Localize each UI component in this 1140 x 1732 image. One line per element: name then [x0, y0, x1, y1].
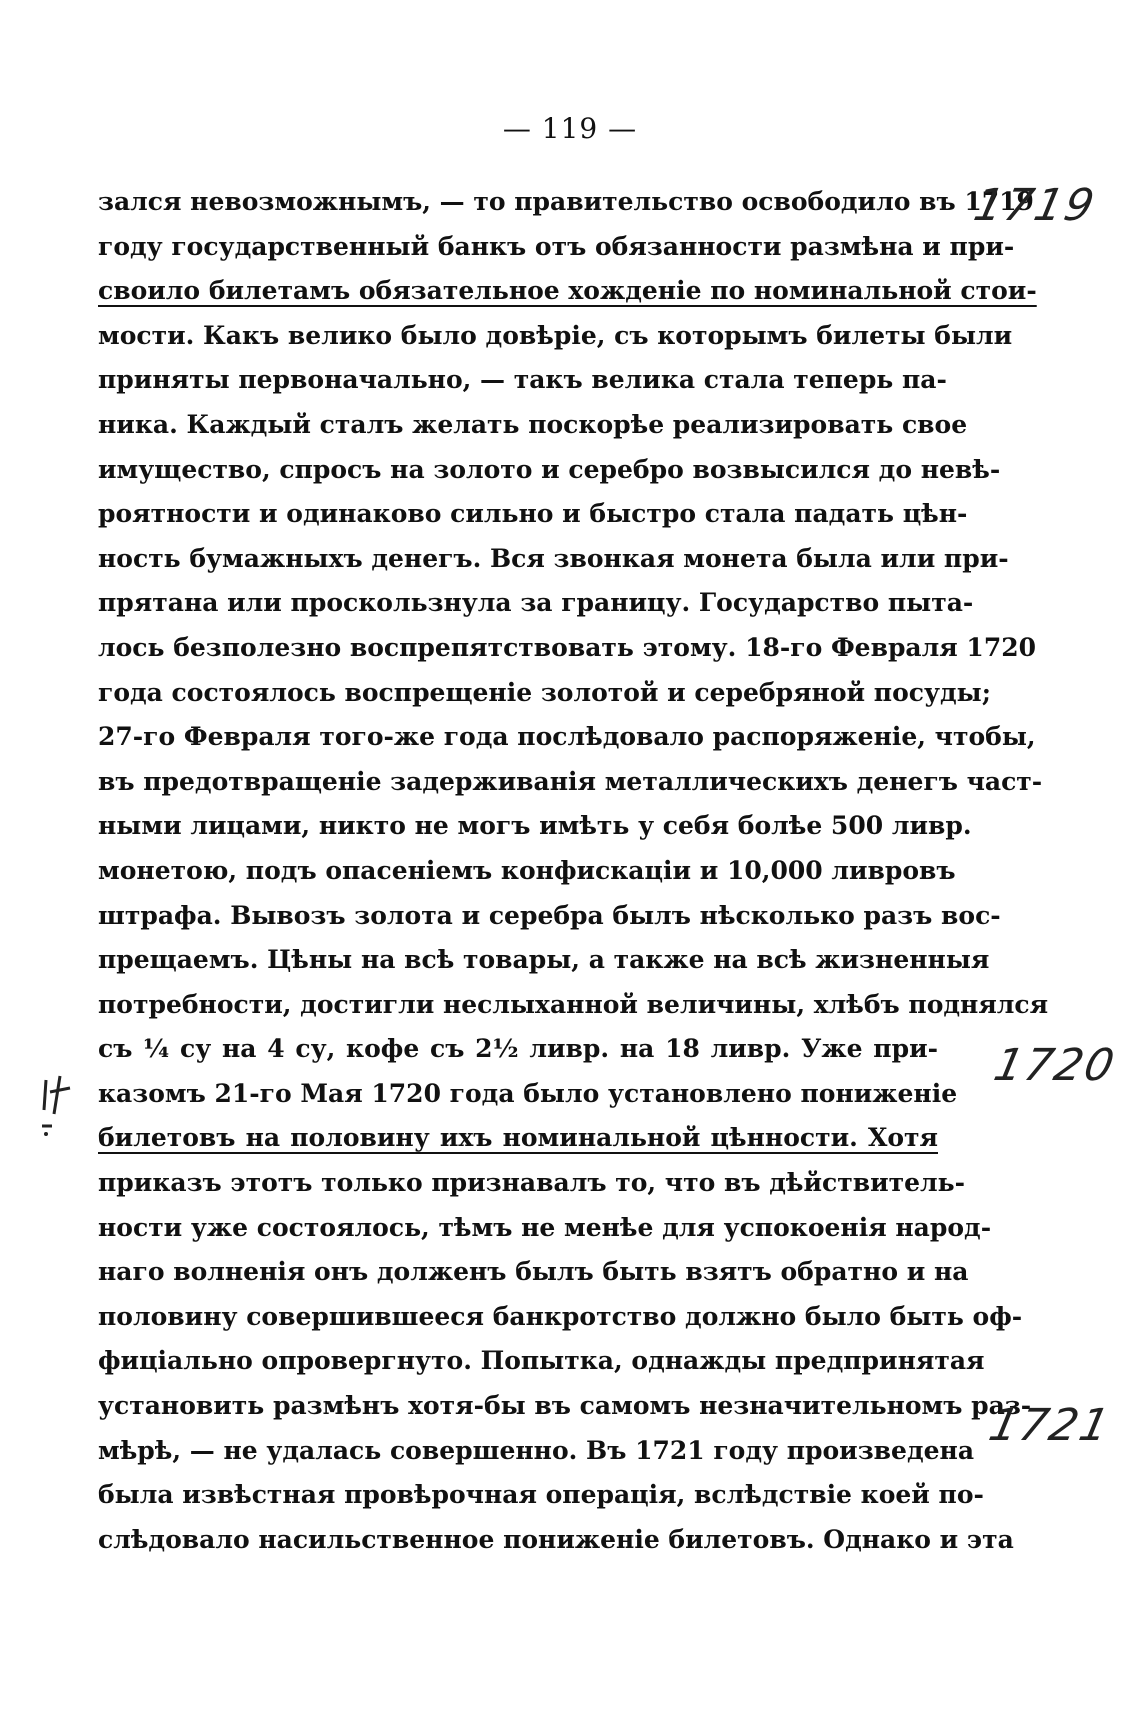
- pencil-dot: [44, 1132, 48, 1136]
- text-line-31: слѣдовало насильственное пониженіе билетовъ. Однако и эта: [98, 1524, 1014, 1554]
- text-line-24: ности уже состоялось, тѣмъ не менѣе для успокоенія народ-: [98, 1212, 992, 1242]
- text-line-8: роятности и одинаково сильно и быстро стала падать цѣн-: [98, 499, 968, 529]
- text-line-9: ность бумажныхъ денегъ. Вся звонкая монета была или при-: [98, 543, 1009, 573]
- pencil-stroke-2: [54, 1076, 60, 1114]
- text-line-12: года состоялось воспрещеніе золотой и серебряной посуды;: [98, 677, 991, 707]
- text-line-13: 27-го Февраля того-же года послѣдовало распоряженіе, чтобы,: [98, 722, 1036, 752]
- text-line-21: казомъ 21-го Мая 1720 года было установлено пониженіе: [98, 1078, 958, 1108]
- text-line-11: лось безполезно воспрепятствовать этому. 18-го Февраля 1720: [98, 632, 1037, 662]
- pencil-stroke-3: [50, 1088, 70, 1092]
- text-line-4: мости. Какъ велико было довѣріе, съ которымъ билеты были: [98, 320, 1013, 350]
- pencil-stroke-1: [44, 1080, 46, 1110]
- text-line-1: зался невозможнымъ, — то правительство освободило въ 1719: [98, 187, 1034, 216]
- margin-note-1719: 1719: [969, 180, 1101, 231]
- text-line-18: прещаемъ. Цѣны на всѣ товары, а также на всѣ жизненныя: [98, 945, 990, 975]
- text-line-3: своило билетамъ обязательное хожденіе по номинальной стои-: [98, 276, 1037, 306]
- text-line-15: ными лицами, никто не могъ имѣть у себя болѣе 500 ливр.: [98, 811, 972, 841]
- page-number: — 119 —: [502, 112, 638, 145]
- margin-note-1721: 1721: [984, 1400, 1116, 1451]
- text-line-10: прятана или проскользнула за границу. Государство пыта-: [98, 588, 974, 618]
- text-line-22: билетовъ на половину ихъ номинальной цѣнности. Хотя: [98, 1123, 938, 1153]
- margin-note-1720: 1720: [989, 1040, 1121, 1091]
- text-line-16: монетою, подъ опасеніемъ конфискаціи и 10,000 ливровъ: [98, 855, 956, 885]
- text-line-23: приказъ этотъ только признавалъ то, что въ дѣйствитель-: [98, 1168, 965, 1198]
- text-line-5: приняты первоначально, — такъ велика стала теперь па-: [98, 365, 947, 395]
- text-line-30: была извѣстная провѣрочная операція, вслѣдствіе коей по-: [98, 1480, 984, 1510]
- text-line-7: имущество, спросъ на золото и серебро возвысился до невѣ-: [98, 454, 1001, 484]
- text-line-29: мѣрѣ, — не удалась совершенно. Въ 1721 году произведена: [98, 1435, 975, 1465]
- text-line-19: потребности, достигли неслыханной величины, хлѣбъ поднялся: [98, 989, 1049, 1019]
- text-line-26: половину совершившееся банкротство должно было быть оф-: [98, 1301, 1023, 1331]
- body-text: [98, 180, 1049, 1562]
- text-line-17: штрафа. Вывозъ золота и серебра былъ нѣсколько разъ вос-: [98, 900, 1001, 930]
- text-line-20: съ ¼ су на 4 су, кофе съ 2½ ливр. на 18 ливр. Уже при-: [98, 1034, 938, 1064]
- text-line-2: году государственный банкъ отъ обязанности размѣна и при-: [98, 231, 1015, 261]
- text-line-27: фиціально опровергнуто. Попытка, однажды предпринятая: [98, 1346, 985, 1376]
- left-margin-pencil-mark: [38, 1070, 78, 1140]
- text-line-14: въ предотвращеніе задерживанія металлическихъ денегъ част-: [98, 766, 1043, 796]
- text-line-6: ника. Каждый сталъ желать поскорѣе реализировать свое: [98, 409, 968, 439]
- text-line-28: установить размѣнъ хотя-бы въ самомъ незначительномъ раз-: [98, 1391, 1032, 1421]
- text-line-25: наго волненія онъ долженъ былъ быть взятъ обратно и на: [98, 1257, 969, 1287]
